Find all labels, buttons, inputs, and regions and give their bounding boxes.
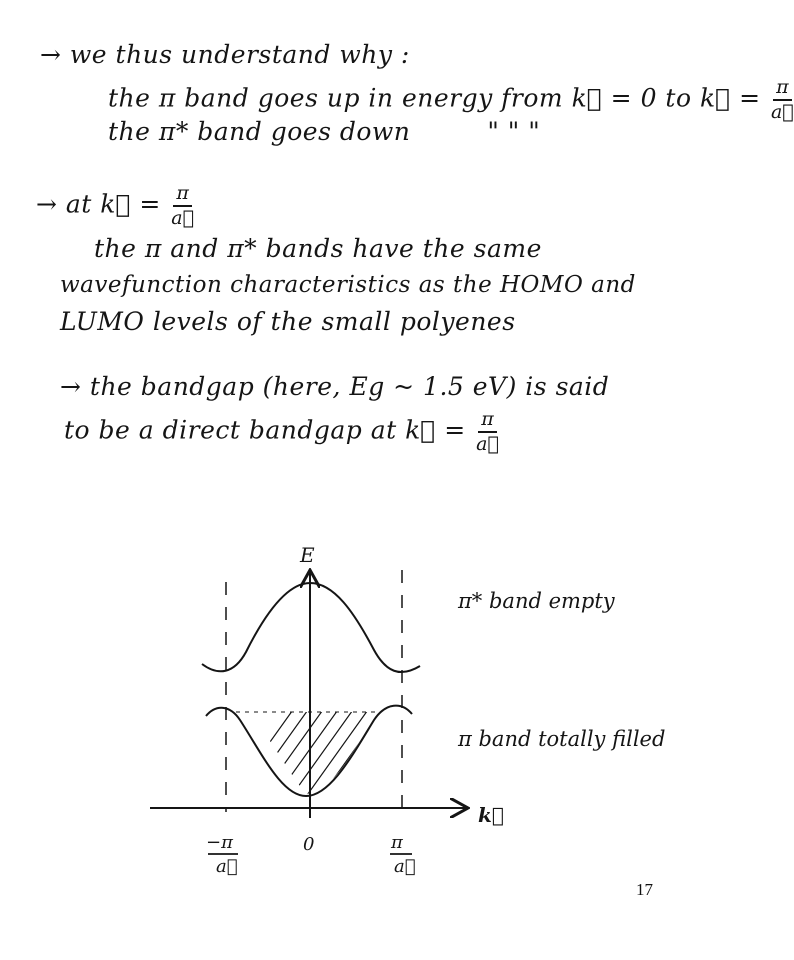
fraction-pi-over-a: $\frac{\pi}{a⃗}$ [770, 76, 794, 123]
note-line-9: to be a direct bandgap at k⃗ = $\frac{\pi}{a⃗}$ [64, 408, 500, 455]
energy-axis-label: E [300, 543, 315, 567]
note-line-4: → at k⃗ = $\frac{\pi}{a⃗}$ [36, 182, 195, 229]
tick-left-denominator: a⃗ [216, 856, 238, 877]
tick-zero: 0 [303, 834, 315, 855]
note-line-3-text: the π* band goes down [108, 117, 411, 146]
note-line-7: LUMO levels of the small polyenes [60, 307, 516, 336]
fraction-pi-over-a: $\frac{\pi}{a⃗}$ [476, 408, 500, 455]
fraction-pi-over-a: $\frac{\pi}{a⃗}$ [171, 182, 195, 229]
filled-states-hatching [200, 700, 435, 840]
note-line-6: wavefunction characteristics as the HOMO and [60, 272, 636, 298]
pi-band-label: π band totally filled [458, 727, 666, 751]
note-line-2-k: k⃗ = 0 to k⃗ = [571, 83, 761, 113]
note-line-2-text: the π band goes up in energy from [108, 83, 564, 113]
note-line-1: → we thus understand why : [40, 40, 410, 69]
k-axis-label: k⃗ [478, 803, 504, 827]
tick-right-numerator: π [391, 832, 403, 853]
tick-left-numerator: −π [206, 832, 233, 853]
note-line-5: the π and π* bands have the same [94, 234, 542, 263]
pi-star-band-label: π* band empty [458, 589, 615, 613]
tick-right-denominator: a⃗ [394, 856, 416, 877]
note-line-8: → the bandgap (here, Eg ~ 1.5 eV) is said [60, 372, 610, 401]
ditto-marks: " " " [487, 117, 541, 146]
page-number: 17 [636, 880, 653, 899]
